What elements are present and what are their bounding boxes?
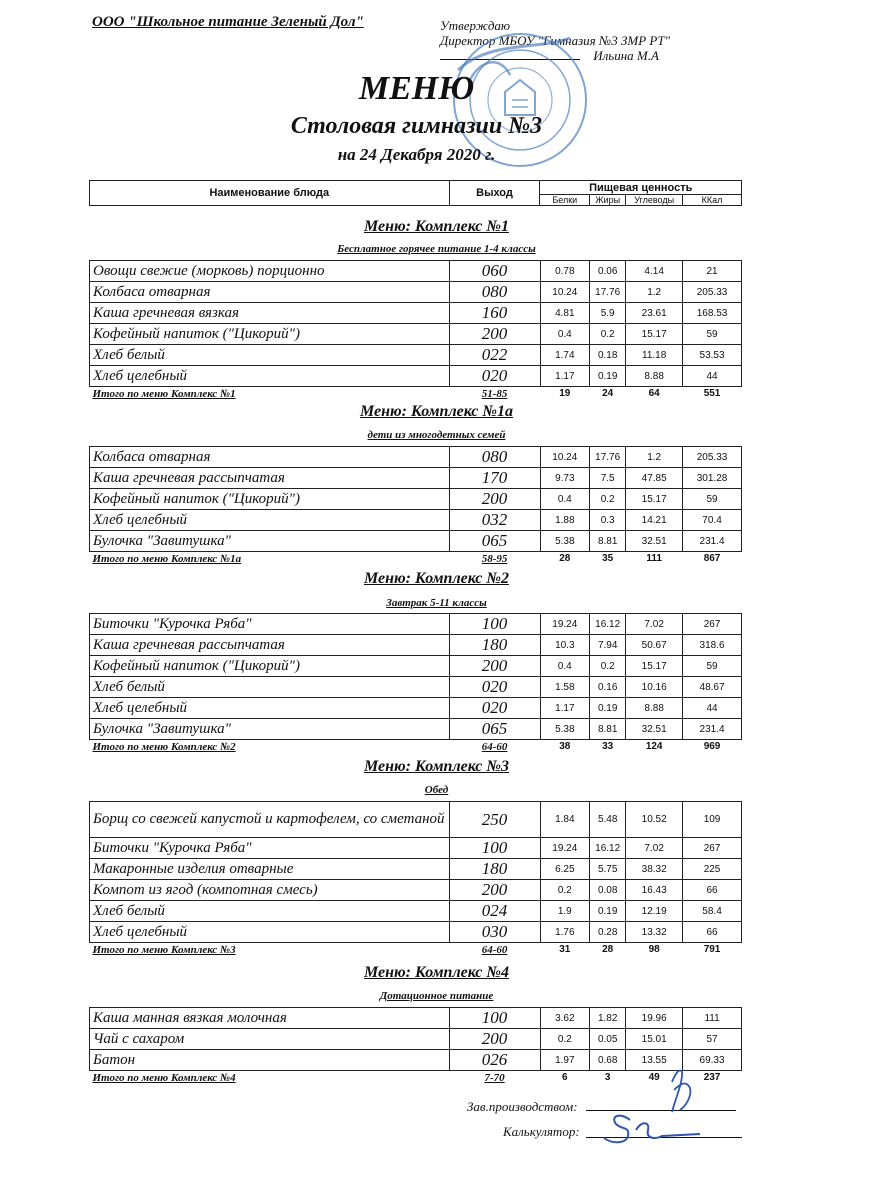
dish-fats: 8.81	[590, 531, 626, 552]
dish-row	[90, 1029, 742, 1050]
dish-carbs: 10.16	[626, 677, 683, 698]
dish-fats: 0.19	[590, 366, 626, 387]
dish-output: 180	[449, 635, 540, 656]
dish-fats: 5.48	[590, 802, 626, 838]
total-proteins: 38	[559, 741, 571, 752]
column-output: Выход	[449, 181, 540, 206]
total-fats: 33	[602, 741, 614, 752]
dish-fats: 8.81	[590, 719, 626, 740]
dish-row	[90, 468, 742, 489]
dish-fats: 5.75	[590, 859, 626, 880]
complex-table	[89, 260, 742, 400]
dish-row	[90, 635, 742, 656]
dish-kcal: 69.33	[683, 1050, 742, 1071]
dish-name: Хлеб целебный	[90, 510, 450, 531]
dish-carbs: 1.2	[626, 447, 683, 468]
dish-name: Хлеб белый	[90, 901, 450, 922]
dish-carbs: 16.43	[626, 880, 683, 901]
column-carbs: Углеводы	[626, 195, 683, 206]
dish-carbs: 13.55	[626, 1050, 683, 1071]
dish-fats: 0.19	[590, 901, 626, 922]
dish-output: 065	[449, 531, 540, 552]
page-title: МЕНЮ	[358, 70, 475, 107]
dish-carbs: 15.01	[626, 1029, 683, 1050]
complex-subtitle: Обед	[424, 784, 449, 796]
dish-row	[90, 656, 742, 677]
dish-carbs: 50.67	[626, 635, 683, 656]
dish-name: Овощи свежие (морковь) порционно	[90, 261, 450, 282]
total-row	[90, 740, 742, 754]
dish-proteins: 1.88	[540, 510, 590, 531]
dish-fats: 0.08	[590, 880, 626, 901]
dish-kcal: 21	[683, 261, 742, 282]
dish-proteins: 0.2	[540, 880, 590, 901]
dish-name: Хлеб белый	[90, 345, 450, 366]
complex-subtitle: Завтрак 5-11 классы	[386, 597, 487, 609]
dish-fats: 0.05	[590, 1029, 626, 1050]
dish-name: Хлеб целебный	[90, 698, 450, 719]
dish-kcal: 44	[683, 698, 742, 719]
dish-output: 160	[449, 303, 540, 324]
total-output: 64-60	[481, 740, 508, 753]
total-proteins: 19	[559, 388, 571, 399]
dish-output: 030	[449, 922, 540, 943]
total-kcal: 791	[703, 944, 721, 955]
dish-output: 020	[449, 366, 540, 387]
total-kcal: 551	[703, 388, 721, 399]
dish-kcal: 59	[683, 324, 742, 345]
dish-carbs: 7.02	[626, 614, 683, 635]
complex-subtitle: Дотационное питание	[379, 990, 494, 1002]
dish-row	[90, 802, 742, 838]
dish-proteins: 10.3	[540, 635, 590, 656]
total-label: Итого по меню Комплекс №1	[92, 387, 236, 400]
dish-name: Чай с сахаром	[90, 1029, 450, 1050]
canteen-title: Столовая гимназии №3	[290, 113, 543, 139]
dish-kcal: 205.33	[683, 282, 742, 303]
dish-kcal: 301.28	[683, 468, 742, 489]
dish-proteins: 0.2	[540, 1029, 590, 1050]
total-label: Итого по меню Комплекс №1а	[92, 552, 242, 565]
complex-table	[89, 613, 742, 753]
dish-row	[90, 922, 742, 943]
dish-carbs: 19.96	[626, 1008, 683, 1029]
total-carbs: 111	[646, 553, 662, 564]
dish-kcal: 59	[683, 656, 742, 677]
dish-row	[90, 510, 742, 531]
dish-output: 200	[449, 489, 540, 510]
dish-proteins: 5.38	[540, 719, 590, 740]
dish-name: Кофейный напиток ("Цикорий")	[90, 324, 450, 345]
dish-name: Макаронные изделия отварные	[90, 859, 450, 880]
dish-name: Борщ со свежей капустой и картофелем, со сметаной	[90, 802, 450, 838]
total-fats: 28	[602, 944, 614, 955]
dish-row	[90, 880, 742, 901]
dish-name: Хлеб целебный	[90, 366, 450, 387]
dish-proteins: 10.24	[540, 282, 590, 303]
dish-name: Кофейный напиток ("Цикорий")	[90, 489, 450, 510]
complex-subtitle: дети из многодетных семей	[367, 429, 506, 441]
total-row	[90, 387, 742, 401]
complex-title: Меню: Комплекс №1	[363, 218, 510, 235]
dish-output: 024	[449, 901, 540, 922]
total-carbs: 64	[648, 388, 660, 399]
dish-name: Булочка "Завитушка"	[90, 719, 450, 740]
dish-output: 022	[449, 345, 540, 366]
dish-fats: 0.2	[590, 656, 626, 677]
column-proteins: Белки	[540, 195, 590, 206]
total-label: Итого по меню Комплекс №4	[92, 1071, 236, 1084]
dish-output: 065	[449, 719, 540, 740]
dish-kcal: 225	[683, 859, 742, 880]
dish-name: Колбаса отварная	[90, 447, 450, 468]
menu-date: на 24 Декабря 2020 г.	[337, 145, 496, 164]
dish-output: 170	[449, 468, 540, 489]
calculator-label: Калькулятор:	[503, 1124, 580, 1139]
total-proteins: 6	[562, 1072, 568, 1083]
dish-kcal: 205.33	[683, 447, 742, 468]
dish-kcal: 53.53	[683, 345, 742, 366]
dish-fats: 16.12	[590, 614, 626, 635]
complex-title: Меню: Комплекс №4	[363, 964, 510, 981]
dish-carbs: 38.32	[626, 859, 683, 880]
dish-output: 100	[449, 838, 540, 859]
dish-fats: 0.68	[590, 1050, 626, 1071]
dish-kcal: 57	[683, 1029, 742, 1050]
total-row	[90, 943, 742, 957]
dish-kcal: 66	[683, 880, 742, 901]
dish-carbs: 23.61	[626, 303, 683, 324]
dish-kcal: 318.6	[683, 635, 742, 656]
dish-carbs: 15.17	[626, 656, 683, 677]
dish-proteins: 19.24	[540, 614, 590, 635]
dish-proteins: 3.62	[540, 1008, 590, 1029]
dish-name: Хлеб белый	[90, 677, 450, 698]
dish-proteins: 0.4	[540, 489, 590, 510]
dish-kcal: 111	[683, 1008, 742, 1029]
dish-output: 060	[449, 261, 540, 282]
dish-output: 080	[449, 447, 540, 468]
complex-title: Меню: Комплекс №2	[363, 570, 510, 587]
dish-row	[90, 859, 742, 880]
dish-carbs: 10.52	[626, 802, 683, 838]
dish-output: 032	[449, 510, 540, 531]
dish-output: 250	[449, 802, 540, 838]
total-output: 64-60	[481, 943, 508, 956]
dish-kcal: 66	[683, 922, 742, 943]
column-dish-name: Наименование блюда	[90, 181, 450, 206]
dish-fats: 0.3	[590, 510, 626, 531]
dish-fats: 0.06	[590, 261, 626, 282]
dish-proteins: 4.81	[540, 303, 590, 324]
dish-fats: 0.28	[590, 922, 626, 943]
dish-proteins: 1.58	[540, 677, 590, 698]
dish-output: 020	[449, 677, 540, 698]
dish-row	[90, 324, 742, 345]
dish-proteins: 1.76	[540, 922, 590, 943]
dish-fats: 0.19	[590, 698, 626, 719]
total-output: 58-95	[481, 552, 508, 565]
total-row	[90, 552, 742, 566]
dish-proteins: 1.74	[540, 345, 590, 366]
dish-row	[90, 489, 742, 510]
total-carbs: 98	[648, 944, 660, 955]
dish-fats: 17.76	[590, 447, 626, 468]
dish-name: Батон	[90, 1050, 450, 1071]
dish-row	[90, 447, 742, 468]
dish-kcal: 44	[683, 366, 742, 387]
dish-proteins: 5.38	[540, 531, 590, 552]
dish-output: 026	[449, 1050, 540, 1071]
dish-proteins: 0.4	[540, 656, 590, 677]
dish-carbs: 12.19	[626, 901, 683, 922]
dish-carbs: 47.85	[626, 468, 683, 489]
dish-fats: 1.82	[590, 1008, 626, 1029]
column-nutrition: Пищевая ценность	[540, 181, 742, 195]
total-label: Итого по меню Комплекс №3	[92, 943, 236, 956]
dish-kcal: 70.4	[683, 510, 742, 531]
dish-carbs: 4.14	[626, 261, 683, 282]
dish-kcal: 231.4	[683, 531, 742, 552]
dish-output: 100	[449, 1008, 540, 1029]
dish-row	[90, 1008, 742, 1029]
dish-kcal: 48.67	[683, 677, 742, 698]
handwritten-signature	[590, 1060, 740, 1150]
total-output: 51-85	[481, 387, 508, 400]
dish-fats: 0.2	[590, 489, 626, 510]
dish-proteins: 1.9	[540, 901, 590, 922]
complex-title: Меню: Комплекс №1а	[359, 403, 514, 420]
dish-carbs: 1.2	[626, 282, 683, 303]
dish-fats: 0.18	[590, 345, 626, 366]
dish-proteins: 1.84	[540, 802, 590, 838]
total-kcal: 867	[703, 553, 721, 564]
dish-row	[90, 698, 742, 719]
dish-output: 200	[449, 324, 540, 345]
dish-row	[90, 366, 742, 387]
dish-row	[90, 282, 742, 303]
dish-row	[90, 614, 742, 635]
dish-carbs: 15.17	[626, 489, 683, 510]
dish-proteins: 10.24	[540, 447, 590, 468]
total-kcal: 969	[703, 741, 721, 752]
dish-output: 100	[449, 614, 540, 635]
organization-name: ООО "Школьное питание Зеленый Дол"	[92, 14, 364, 30]
total-proteins: 31	[559, 944, 571, 955]
dish-name: Каша гречневая вязкая	[90, 303, 450, 324]
approve-label: Утверждаю	[440, 18, 511, 33]
column-header-table	[89, 180, 742, 206]
dish-output: 180	[449, 859, 540, 880]
dish-fats: 0.2	[590, 324, 626, 345]
total-carbs: 49	[648, 1072, 660, 1083]
dish-proteins: 1.97	[540, 1050, 590, 1071]
complex-subtitle: Бесплатное горячее питание 1-4 классы	[337, 243, 536, 255]
dish-kcal: 267	[683, 614, 742, 635]
total-fats: 24	[602, 388, 614, 399]
dish-output: 020	[449, 698, 540, 719]
dish-output: 200	[449, 1029, 540, 1050]
dish-fats: 7.94	[590, 635, 626, 656]
dish-carbs: 32.51	[626, 719, 683, 740]
total-proteins: 28	[559, 553, 571, 564]
total-kcal: 237	[703, 1072, 721, 1083]
director-name: Ильина М.А	[593, 48, 659, 63]
dish-kcal: 267	[683, 838, 742, 859]
dish-name: Каша манная вязкая молочная	[90, 1008, 450, 1029]
dish-carbs: 14.21	[626, 510, 683, 531]
complex-title: Меню: Комплекс №3	[363, 758, 510, 775]
column-kcal: ККал	[683, 195, 742, 206]
dish-row	[90, 303, 742, 324]
dish-kcal: 109	[683, 802, 742, 838]
dish-kcal: 168.53	[683, 303, 742, 324]
dish-fats: 5.9	[590, 303, 626, 324]
dish-name: Хлеб целебный	[90, 922, 450, 943]
complex-table	[89, 801, 742, 956]
dish-row	[90, 261, 742, 282]
dish-proteins: 0.78	[540, 261, 590, 282]
dish-kcal: 231.4	[683, 719, 742, 740]
dish-carbs: 7.02	[626, 838, 683, 859]
production-manager-label: Зав.производством:	[467, 1099, 578, 1114]
dish-row	[90, 677, 742, 698]
column-fats: Жиры	[590, 195, 626, 206]
dish-fats: 17.76	[590, 282, 626, 303]
total-output: 7-70	[484, 1071, 505, 1084]
dish-row	[90, 345, 742, 366]
dish-kcal: 58.4	[683, 901, 742, 922]
dish-carbs: 8.88	[626, 366, 683, 387]
dish-carbs: 15.17	[626, 324, 683, 345]
dish-output: 200	[449, 880, 540, 901]
dish-name: Каша гречневая рассыпчатая	[90, 635, 450, 656]
dish-proteins: 0.4	[540, 324, 590, 345]
dish-carbs: 32.51	[626, 531, 683, 552]
dish-proteins: 1.17	[540, 366, 590, 387]
dish-name: Биточки "Курочка Ряба"	[90, 838, 450, 859]
dish-carbs: 13.32	[626, 922, 683, 943]
dish-proteins: 9.73	[540, 468, 590, 489]
director-title: Директор МБОУ "Гимназия №3 ЗМР РТ"	[440, 33, 671, 48]
dish-name: Колбаса отварная	[90, 282, 450, 303]
total-fats: 3	[604, 1072, 611, 1083]
dish-fats: 16.12	[590, 838, 626, 859]
dish-row	[90, 838, 742, 859]
dish-row	[90, 531, 742, 552]
total-carbs: 124	[645, 741, 663, 752]
dish-proteins: 1.17	[540, 698, 590, 719]
dish-row	[90, 719, 742, 740]
total-label: Итого по меню Комплекс №2	[92, 740, 236, 753]
dish-proteins: 19.24	[540, 838, 590, 859]
dish-name: Каша гречневая рассыпчатая	[90, 468, 450, 489]
dish-output: 200	[449, 656, 540, 677]
dish-kcal: 59	[683, 489, 742, 510]
dish-carbs: 11.18	[626, 345, 683, 366]
dish-proteins: 6.25	[540, 859, 590, 880]
complex-table	[89, 446, 742, 565]
dish-output: 080	[449, 282, 540, 303]
dish-name: Биточки "Курочка Ряба"	[90, 614, 450, 635]
dish-name: Булочка "Завитушка"	[90, 531, 450, 552]
dish-name: Компот из ягод (компотная смесь)	[90, 880, 450, 901]
dish-fats: 0.16	[590, 677, 626, 698]
dish-carbs: 8.88	[626, 698, 683, 719]
total-fats: 35	[602, 553, 614, 564]
dish-name: Кофейный напиток ("Цикорий")	[90, 656, 450, 677]
dish-row	[90, 901, 742, 922]
dish-fats: 7.5	[590, 468, 626, 489]
